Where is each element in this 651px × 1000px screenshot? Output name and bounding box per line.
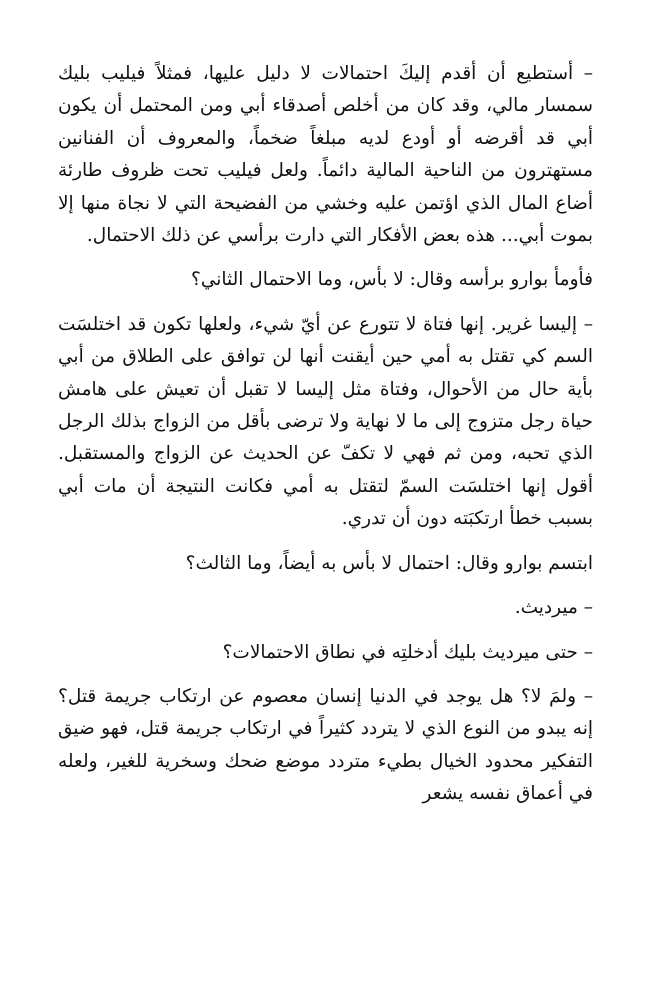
paragraph-philip: – أستطيع أن أقدم إليكَ احتمالات لا دليل عليها، فمثلاً فيليب بليك سمسار مالي، وقد كان من أخلص أصدقاء أبي ومن المحتمل أن يكون أبي قد أقرضه أو أودع لديه مبلغاً ضخماً، والمعروف أن الفنانين مستهترون من الناحية المالية دائماً. ولعل فيليب تحت ظروف طارئة أضاع المال الذي اؤتمن عليه وخشي من الفضيحة التي لا نجاة منها إلا بموت أبي... هذه بعض الأفكار التي دارت برأسي عن ذلك الاحتمال. xyxy=(58,63,593,247)
paragraph-elsa: – إليسا غرير. إنها فتاة لا تتورع عن أيّ شيء، ولعلها تكون قد اختلسَت السم كي تقتل به أمي حين أيقنت أنها لن توافق على الطلاق من أبي بأية حال من الأحوال، وفتاة مثل إليسا لا تقبل أن تعيش على هامش حياة رجل متزوج إلى ما لا نهاية ولا ترضى بأقل من الزواج بذلك الرجل الذي تحبه، ومن ثم فهي لا تكفّ عن الحديث عن الزواج والمستقبل. أقول إنها اختلسَت السمّ لتقتل به أمي فكانت النتيجة أن مات أبي بسبب خطأ ارتكبَته دون أن تدري. xyxy=(58,313,593,530)
book-page xyxy=(58,58,593,811)
paragraph-why-not: – ولمَ لا؟ هل يوجد في الدنيا إنسان معصوم عن ارتكاب جريمة قتل؟ إنه يبدو من النوع الذي لا يتردد كثيراً في ارتكاب جريمة قتل، فهو ضيق التفكير محدود الخيال بطيء متردد موضع ضحك وسخرية للغير، ولعله في أعماق نفسه يشعر xyxy=(58,685,593,805)
paragraph-question: – حتى ميرديث بليك أدخلتِه في نطاق الاحتمالات؟ xyxy=(222,641,593,663)
paragraph-gap xyxy=(58,580,593,592)
paragraph-gap xyxy=(58,625,593,637)
paragraph-meredith: – ميرديث. xyxy=(514,597,593,619)
paragraph-gap xyxy=(58,669,593,681)
paragraph-gap xyxy=(58,297,593,309)
paragraph-poirot-second: فأومأ بوارو برأسه وقال: لا بأس، وما الاحتمال الثاني؟ xyxy=(191,269,593,291)
paragraph-gap xyxy=(58,536,593,548)
paragraph-poirot-third: ابتسم بوارو وقال: احتمال لا بأس به أيضاً، وما الثالث؟ xyxy=(185,552,593,574)
paragraph-gap xyxy=(58,252,593,264)
